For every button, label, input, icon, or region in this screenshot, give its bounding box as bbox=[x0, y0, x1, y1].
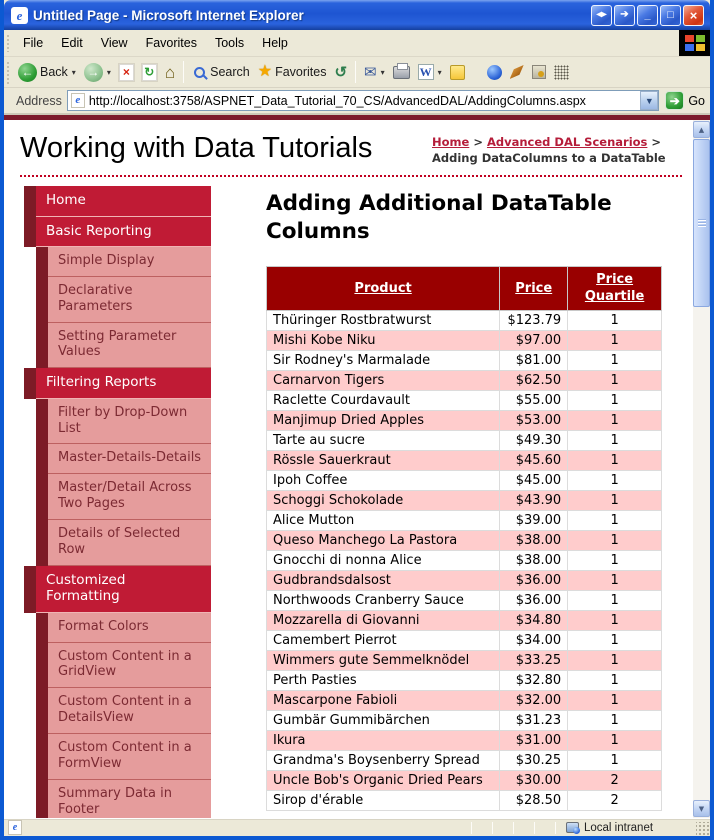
sidebar-accent-bar bbox=[36, 613, 48, 643]
quartile-cell: 1 bbox=[568, 651, 662, 671]
table-row bbox=[267, 431, 662, 451]
product-cell: Sir Rodney's Marmalade bbox=[267, 351, 500, 371]
sidebar-item-label: Customized Formatting bbox=[36, 566, 211, 613]
close-button[interactable]: × bbox=[683, 5, 704, 26]
quartile-cell: 1 bbox=[568, 531, 662, 551]
table-row bbox=[267, 771, 662, 791]
table-row bbox=[267, 611, 662, 631]
sidebar-accent-bar bbox=[36, 734, 48, 780]
addon-sphere-icon bbox=[487, 65, 502, 80]
table-row bbox=[267, 531, 662, 551]
sidebar-item-label: Master/Detail Across Two Pages bbox=[48, 474, 211, 520]
sidebar-accent-bar bbox=[36, 780, 48, 818]
page-content bbox=[4, 115, 710, 818]
sidebar-item-label: Basic Reporting bbox=[36, 217, 211, 247]
product-cell: Tarte au sucre bbox=[267, 431, 500, 451]
sidebar-item[interactable] bbox=[24, 399, 211, 445]
quartile-cell: 1 bbox=[568, 631, 662, 651]
sidebar-item[interactable] bbox=[24, 474, 211, 520]
address-dropdown-button[interactable]: ▼ bbox=[640, 91, 658, 110]
sidebar-item-label: Filter by Drop-Down List bbox=[48, 399, 211, 445]
products-gridview bbox=[266, 266, 662, 811]
quartile-cell: 1 bbox=[568, 391, 662, 411]
sidebar-accent-bar bbox=[36, 399, 48, 445]
discuss-button[interactable] bbox=[446, 63, 469, 82]
table-row bbox=[267, 351, 662, 371]
product-cell: Gnocchi di nonna Alice bbox=[267, 551, 500, 571]
quartile-cell: 1 bbox=[568, 751, 662, 771]
sidebar-accent-bar bbox=[36, 688, 48, 734]
quartile-cell: 1 bbox=[568, 431, 662, 451]
product-cell: Gudbrandsdalsost bbox=[267, 571, 500, 591]
mail-dropdown-icon[interactable]: ▾ bbox=[380, 67, 385, 77]
product-cell: Thüringer Rostbratwurst bbox=[267, 311, 500, 331]
back-button[interactable]: ← Back ▾ bbox=[14, 61, 80, 84]
price-cell: $97.00 bbox=[500, 331, 568, 351]
sidebar-accent-bar bbox=[24, 566, 36, 613]
breadcrumb: Home > Advanced DAL Scenarios > Adding DataColumns to a DataTable bbox=[432, 135, 666, 165]
menu-item[interactable]: Tools bbox=[214, 36, 245, 50]
table-row bbox=[267, 371, 662, 391]
menu-items bbox=[14, 30, 297, 56]
menu-item[interactable]: Edit bbox=[61, 36, 83, 50]
sidebar-accent-bar bbox=[36, 444, 48, 474]
search-icon bbox=[194, 67, 205, 78]
sidebar-item-label: Custom Content in a DetailsView bbox=[48, 688, 211, 734]
history-button[interactable] bbox=[330, 63, 351, 82]
window-title: Untitled Page - Microsoft Internet Explorer bbox=[33, 7, 304, 23]
sidebar-accent-bar bbox=[36, 247, 48, 277]
table-row bbox=[267, 451, 662, 471]
sidebar-item[interactable] bbox=[24, 277, 211, 323]
price-cell: $62.50 bbox=[500, 371, 568, 391]
sidebar-item-label: Summary Data in Footer bbox=[48, 780, 211, 818]
site-title: Working with Data Tutorials bbox=[20, 132, 373, 164]
product-cell: Sirop d'érable bbox=[267, 791, 500, 811]
sidebar-item[interactable] bbox=[24, 444, 211, 474]
sidebar-item-label: Simple Display bbox=[48, 247, 211, 277]
product-cell: Ikura bbox=[267, 731, 500, 751]
minimize-button[interactable]: _ bbox=[637, 5, 658, 26]
sidebar-item-label: Setting Parameter Values bbox=[48, 323, 211, 369]
table-row bbox=[267, 391, 662, 411]
print-icon bbox=[393, 66, 410, 79]
price-cell: $31.23 bbox=[500, 711, 568, 731]
home-icon: ⌂ bbox=[164, 62, 176, 82]
toolbar-grip[interactable] bbox=[6, 34, 11, 52]
toolbar-separator bbox=[355, 61, 356, 83]
table-row bbox=[267, 511, 662, 531]
quartile-cell: 1 bbox=[568, 411, 662, 431]
quartile-cell: 1 bbox=[568, 511, 662, 531]
sidebar-accent-bar bbox=[36, 643, 48, 689]
price-cell: $39.00 bbox=[500, 511, 568, 531]
sidebar-accent-bar bbox=[36, 277, 48, 323]
price-cell: $32.80 bbox=[500, 671, 568, 691]
sidebar-accent-bar bbox=[36, 323, 48, 369]
addon-badge-icon bbox=[532, 65, 546, 79]
sidebar-accent-bar bbox=[24, 186, 36, 216]
go-arrow-icon: ➔ bbox=[665, 91, 684, 110]
sort-by-product-link[interactable]: Product bbox=[354, 280, 412, 296]
page-favicon: e bbox=[71, 93, 85, 108]
sidebar-accent-bar bbox=[24, 368, 36, 398]
quartile-cell: 1 bbox=[568, 591, 662, 611]
price-cell: $55.00 bbox=[500, 391, 568, 411]
standard-buttons-toolbar bbox=[4, 57, 710, 88]
addon-pen-icon bbox=[510, 65, 524, 79]
toolbar-grip[interactable] bbox=[6, 61, 11, 84]
sidebar-item-label: Custom Content in a FormView bbox=[48, 734, 211, 780]
menu-item[interactable]: Help bbox=[262, 36, 288, 50]
price-cell: $123.79 bbox=[500, 311, 568, 331]
sidebar-item[interactable] bbox=[24, 217, 211, 247]
refresh-button[interactable] bbox=[138, 62, 161, 83]
product-cell: Rössle Sauerkraut bbox=[267, 451, 500, 471]
status-bar bbox=[4, 818, 710, 836]
sidebar-item[interactable] bbox=[24, 520, 211, 566]
stop-button[interactable] bbox=[115, 62, 138, 83]
breadcrumb-home-link[interactable]: Home bbox=[432, 135, 470, 149]
sort-by-price-link[interactable]: Price bbox=[515, 280, 553, 296]
title-bar[interactable] bbox=[4, 0, 710, 30]
quartile-cell: 1 bbox=[568, 571, 662, 591]
addon-grid-icon bbox=[554, 65, 569, 80]
sidebar-item-label: Details of Selected Row bbox=[48, 520, 211, 566]
price-cell: $38.00 bbox=[500, 551, 568, 571]
product-cell: Carnarvon Tigers bbox=[267, 371, 500, 391]
page-header bbox=[4, 120, 710, 166]
product-cell: Mozzarella di Giovanni bbox=[267, 611, 500, 631]
product-cell: Camembert Pierrot bbox=[267, 631, 500, 651]
address-bar bbox=[4, 88, 710, 115]
mail-icon: ✉ bbox=[364, 63, 377, 81]
quartile-cell: 1 bbox=[568, 331, 662, 351]
addon-button-2[interactable] bbox=[506, 63, 528, 81]
table-row bbox=[267, 311, 662, 331]
sidebar-item[interactable] bbox=[24, 368, 211, 398]
quartile-cell: 1 bbox=[568, 451, 662, 471]
search-button[interactable]: Search bbox=[188, 63, 254, 82]
price-cell: $30.25 bbox=[500, 751, 568, 771]
home-button[interactable] bbox=[161, 62, 179, 83]
menu-item[interactable]: View bbox=[100, 36, 128, 50]
table-row bbox=[267, 791, 662, 811]
table-row bbox=[267, 631, 662, 651]
quartile-cell: 1 bbox=[568, 371, 662, 391]
sidebar-item[interactable] bbox=[24, 323, 211, 369]
sidebar-item-label: Format Colors bbox=[48, 613, 211, 643]
product-cell: Gumbär Gummibärchen bbox=[267, 711, 500, 731]
product-cell: Grandma's Boysenberry Spread bbox=[267, 751, 500, 771]
favorites-button[interactable]: ★ Favorites bbox=[257, 63, 327, 80]
sidebar-item[interactable] bbox=[24, 613, 211, 643]
price-cell: $28.50 bbox=[500, 791, 568, 811]
sidebar-accent-bar bbox=[36, 520, 48, 566]
sidebar-item[interactable] bbox=[24, 643, 211, 689]
quartile-cell: 2 bbox=[568, 771, 662, 791]
table-row bbox=[267, 571, 662, 591]
sidebar-item[interactable] bbox=[24, 780, 211, 818]
sidebar-item[interactable] bbox=[24, 734, 211, 780]
quartile-cell: 1 bbox=[568, 711, 662, 731]
product-cell: Schoggi Schokolade bbox=[267, 491, 500, 511]
page-heading: Adding Additional DataTable Columns bbox=[266, 191, 612, 244]
status-page-icon: e bbox=[8, 820, 22, 835]
product-cell: Alice Mutton bbox=[267, 511, 500, 531]
sidebar-accent-bar bbox=[36, 474, 48, 520]
price-cell: $32.00 bbox=[500, 691, 568, 711]
word-icon: W bbox=[419, 64, 432, 79]
pan-arrows-button[interactable]: ◂▸ bbox=[591, 5, 612, 26]
sidebar-item-label: Custom Content in a GridView bbox=[48, 643, 211, 689]
dotted-divider bbox=[20, 175, 682, 177]
price-cell: $34.80 bbox=[500, 611, 568, 631]
price-cell: $43.90 bbox=[500, 491, 568, 511]
window-controls bbox=[591, 5, 704, 26]
menu-item[interactable]: File bbox=[23, 36, 44, 50]
sidebar-item-label: Home bbox=[36, 186, 211, 216]
price-cell: $81.00 bbox=[500, 351, 568, 371]
scroll-down-button[interactable]: ▼ bbox=[693, 800, 710, 817]
product-cell: Northwoods Cranberry Sauce bbox=[267, 591, 500, 611]
sidebar-item-label: Master-Details-Details bbox=[48, 444, 211, 474]
table-row bbox=[267, 551, 662, 571]
security-zone bbox=[566, 822, 694, 834]
table-header-row bbox=[267, 266, 662, 310]
main-article bbox=[266, 186, 662, 818]
table-row bbox=[267, 331, 662, 351]
product-cell: Wimmers gute Semmelknödel bbox=[267, 651, 500, 671]
sidebar-item-label: Declarative Parameters bbox=[48, 277, 211, 323]
product-cell: Uncle Bob's Organic Dried Pears bbox=[267, 771, 500, 791]
vertical-scrollbar[interactable] bbox=[693, 120, 710, 818]
table-row bbox=[267, 671, 662, 691]
price-cell: $45.60 bbox=[500, 451, 568, 471]
maximize-button[interactable]: □ bbox=[660, 5, 681, 26]
price-cell: $30.00 bbox=[500, 771, 568, 791]
refresh-icon: ↻ bbox=[142, 64, 157, 81]
mail-button[interactable] bbox=[360, 63, 389, 82]
sort-by-price-quartile-link[interactable]: Price Quartile bbox=[584, 271, 645, 305]
product-cell: Manjimup Dried Apples bbox=[267, 411, 500, 431]
product-cell: Mishi Kobe Niku bbox=[267, 331, 500, 351]
back-arrow-icon: ← bbox=[18, 63, 37, 82]
sidebar-item[interactable] bbox=[24, 247, 211, 277]
resize-grip[interactable] bbox=[696, 822, 710, 836]
zone-label: Local intranet bbox=[584, 821, 654, 834]
price-cell: $45.00 bbox=[500, 471, 568, 491]
intranet-zone-icon bbox=[566, 822, 579, 833]
price-cell: $34.00 bbox=[500, 631, 568, 651]
address-url: http://localhost:3758/ASPNET_Data_Tutorial_70_CS/AdvancedDAL/AddingColumns.aspx bbox=[88, 93, 586, 108]
table-row bbox=[267, 711, 662, 731]
quartile-cell: 1 bbox=[568, 691, 662, 711]
go-button[interactable]: ➔ Go bbox=[665, 91, 705, 110]
price-cell: $33.25 bbox=[500, 651, 568, 671]
price-cell: $36.00 bbox=[500, 591, 568, 611]
quartile-cell: 1 bbox=[568, 731, 662, 751]
toolbar-separator bbox=[183, 61, 184, 83]
price-cell: $36.00 bbox=[500, 571, 568, 591]
price-cell: $38.00 bbox=[500, 531, 568, 551]
product-cell: Queso Manchego La Pastora bbox=[267, 531, 500, 551]
table-row bbox=[267, 731, 662, 751]
edit-with-word-button[interactable] bbox=[414, 62, 446, 82]
quartile-cell: 1 bbox=[568, 311, 662, 331]
sidebar-nav bbox=[24, 186, 211, 818]
address-input[interactable] bbox=[67, 90, 659, 111]
scroll-up-button[interactable]: ▲ bbox=[693, 121, 710, 138]
sidebar-item[interactable] bbox=[24, 688, 211, 734]
windows-logo-throbber bbox=[679, 30, 710, 56]
table-row bbox=[267, 491, 662, 511]
sidebar-item[interactable] bbox=[24, 186, 211, 216]
table-row bbox=[267, 591, 662, 611]
quartile-cell: 1 bbox=[568, 471, 662, 491]
forward-dropdown-icon[interactable]: ▾ bbox=[106, 67, 111, 77]
forward-button[interactable] bbox=[80, 61, 115, 84]
quartile-cell: 1 bbox=[568, 491, 662, 511]
quartile-cell: 1 bbox=[568, 551, 662, 571]
table-row bbox=[267, 751, 662, 771]
print-button[interactable] bbox=[389, 64, 414, 81]
breadcrumb-advanced-dal-link[interactable]: Advanced DAL Scenarios bbox=[486, 135, 648, 149]
word-dropdown-icon[interactable]: ▾ bbox=[437, 67, 442, 77]
quartile-cell: 2 bbox=[568, 791, 662, 811]
product-cell: Ipoh Coffee bbox=[267, 471, 500, 491]
stop-icon: × bbox=[119, 64, 134, 81]
table-row bbox=[267, 651, 662, 671]
price-cell: $31.00 bbox=[500, 731, 568, 751]
product-cell: Perth Pasties bbox=[267, 671, 500, 691]
product-cell: Mascarpone Fabioli bbox=[267, 691, 500, 711]
ie-logo-icon: e bbox=[11, 7, 28, 24]
table-row bbox=[267, 411, 662, 431]
note-icon bbox=[450, 65, 465, 80]
product-cell: Raclette Courdavault bbox=[267, 391, 500, 411]
sidebar-item-label: Filtering Reports bbox=[36, 368, 211, 398]
detach-button[interactable]: ➔ bbox=[614, 5, 635, 26]
history-icon: ↺ bbox=[334, 63, 348, 81]
quartile-cell: 1 bbox=[568, 671, 662, 691]
favorites-star-icon: ★ bbox=[257, 63, 273, 80]
quartile-cell: 1 bbox=[568, 611, 662, 631]
sidebar-item[interactable] bbox=[24, 566, 211, 613]
menu-item[interactable]: Favorites bbox=[145, 36, 197, 50]
quartile-cell: 1 bbox=[568, 351, 662, 371]
menu-bar bbox=[4, 30, 710, 57]
sidebar-accent-bar bbox=[24, 217, 36, 247]
table-row bbox=[267, 691, 662, 711]
table-row bbox=[267, 471, 662, 491]
scrollbar-thumb[interactable] bbox=[693, 139, 710, 307]
address-label: Address bbox=[16, 93, 62, 108]
addon-button-3[interactable] bbox=[528, 63, 550, 81]
price-cell: $49.30 bbox=[500, 431, 568, 451]
price-cell: $53.00 bbox=[500, 411, 568, 431]
forward-arrow-icon: → bbox=[84, 63, 103, 82]
breadcrumb-current: Adding DataColumns to a DataTable bbox=[432, 150, 666, 165]
addon-button-1[interactable] bbox=[483, 63, 506, 82]
addon-button-4[interactable] bbox=[550, 63, 573, 82]
back-dropdown-icon[interactable]: ▾ bbox=[71, 67, 76, 77]
